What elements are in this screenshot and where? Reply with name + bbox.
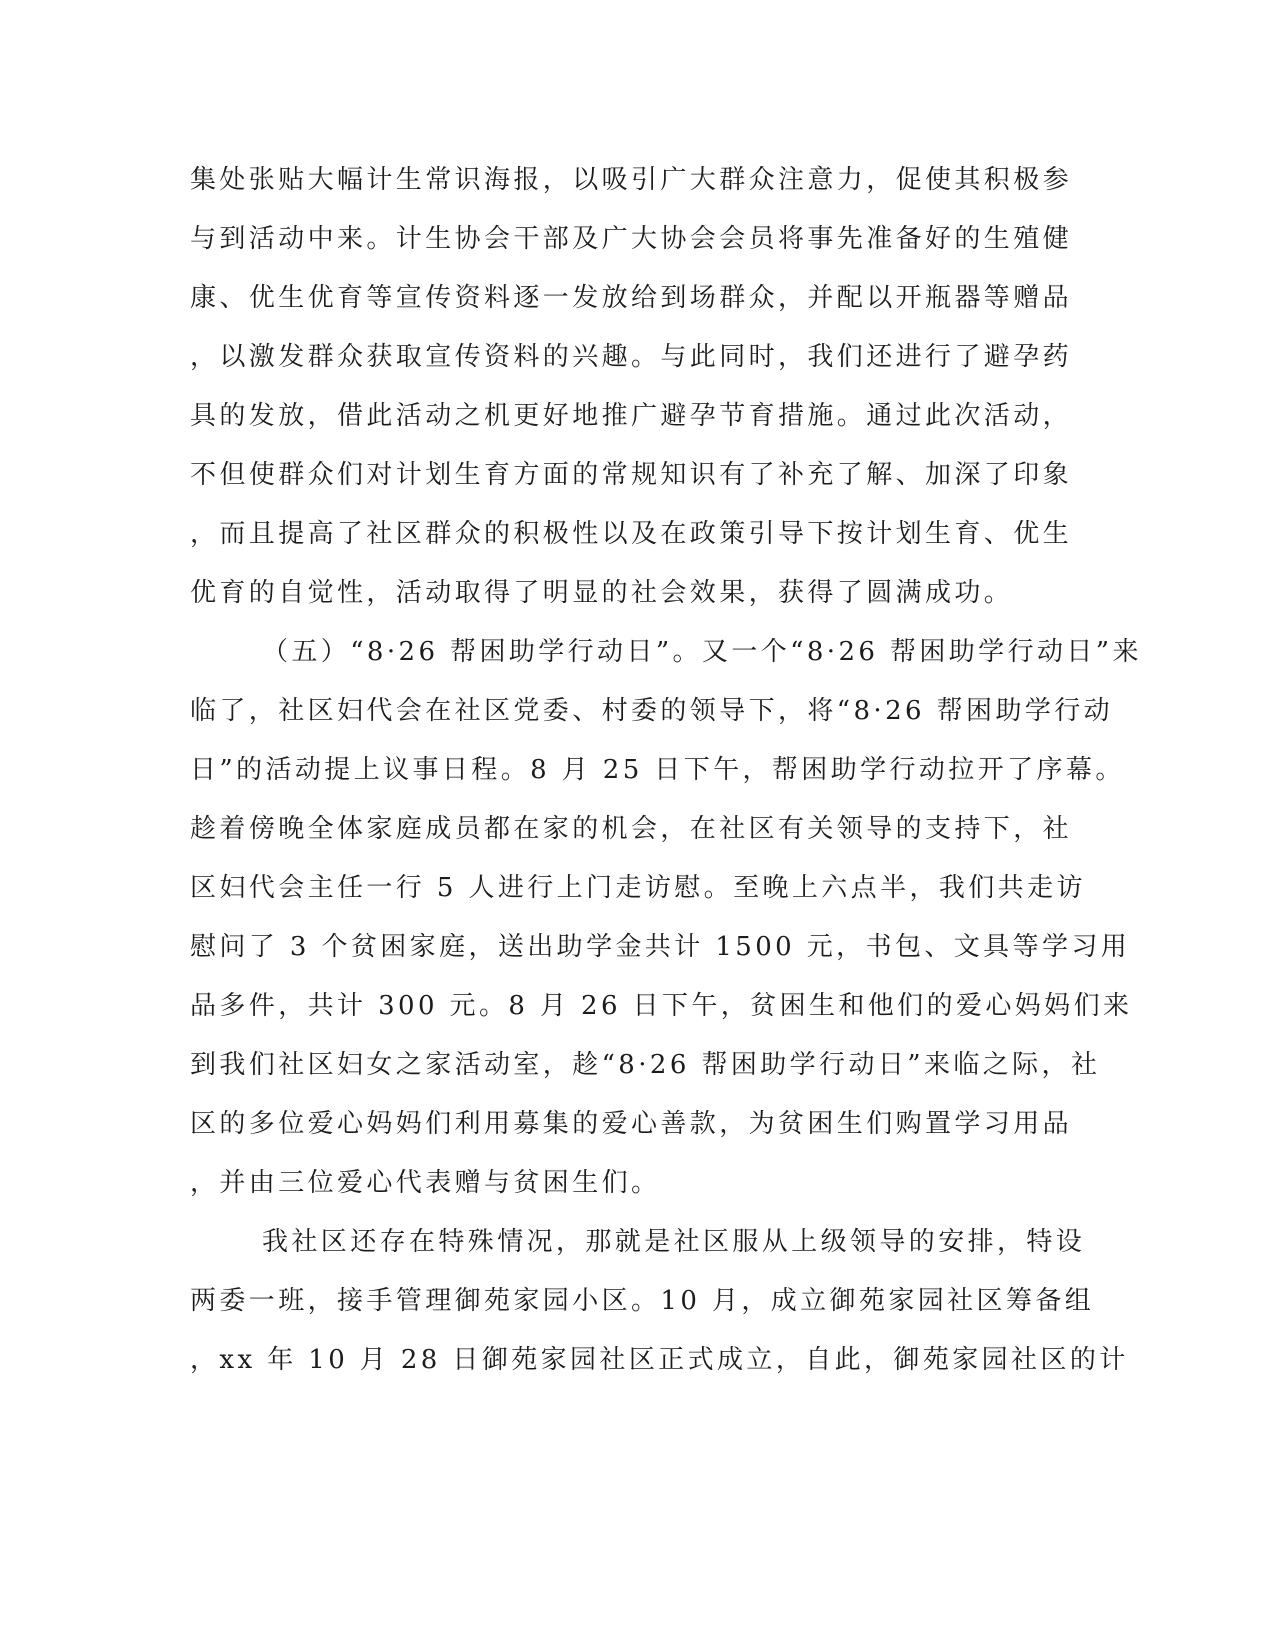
text-line: 具的发放，借此活动之机更好地推广避孕节育措施。通过此次活动， <box>190 401 1073 431</box>
text-line: 区妇代会主任一行 5 人进行上门走访慰。至晚上六点半，我们共走访 <box>190 873 1086 903</box>
text-line: 区的多位爱心妈妈们利用募集的爱心善款，为贫困生们购置学习用品 <box>190 1109 1073 1139</box>
text-line: 与到活动中来。计生协会干部及广大协会会员将事先准备好的生殖健 <box>190 224 1073 254</box>
text-line: 优育的自觉性，活动取得了明显的社会效果，获得了圆满成功。 <box>190 578 1014 608</box>
text-line: ，xx 年 10 月 28 日御苑家园社区正式成立，自此，御苑家园社区的计 <box>190 1345 1129 1375</box>
text-line: 慰问了 3 个贫困家庭，送出助学金共计 1500 元，书包、文具等学习用 <box>190 932 1131 962</box>
paragraph-first-line: 我社区还存在特殊情况，那就是社区服从上级领导的安排，特设 <box>262 1227 1086 1257</box>
text-line: 品多件，共计 300 元。8 月 26 日下午，贫困生和他们的爱心妈妈们来 <box>190 991 1133 1021</box>
text-line: ，并由三位爱心代表赠与贫困生们。 <box>190 1168 661 1198</box>
text-line: 趁着傍晚全体家庭成员都在家的机会，在社区有关领导的支持下，社 <box>190 814 1073 844</box>
text-line: ，而且提高了社区群众的积极性以及在政策引导下按计划生育、优生 <box>190 519 1073 549</box>
text-line: 集处张贴大幅计生常识海报，以吸引广大群众注意力，促使其积极参 <box>190 165 1073 195</box>
text-line: 临了，社区妇代会在社区党委、村委的领导下，将“8·26 帮困助学行动 <box>190 696 1114 726</box>
text-line: ，以激发群众获取宣传资料的兴趣。与此同时，我们还进行了避孕药 <box>190 342 1073 372</box>
text-line: 两委一班，接手管理御苑家园小区。10 月，成立御苑家园社区筹备组 <box>190 1286 1095 1316</box>
text-line: 到我们社区妇女之家活动室，趁“8·26 帮困助学行动日”来临之际，社 <box>190 1050 1101 1080</box>
text-line: 不但使群众们对计划生育方面的常规知识有了补充了解、加深了印象 <box>190 460 1073 490</box>
text-line: 日”的活动提上议事日程。8 月 25 日下午，帮困助学行动拉开了序幕。 <box>190 755 1125 785</box>
text-line: 康、优生优育等宣传资料逐一发放给到场群众，并配以开瓶器等赠品 <box>190 283 1073 313</box>
section-heading-line: （五）“8·26 帮困助学行动日”。又一个“8·26 帮困助学行动日”来 <box>262 637 1142 667</box>
